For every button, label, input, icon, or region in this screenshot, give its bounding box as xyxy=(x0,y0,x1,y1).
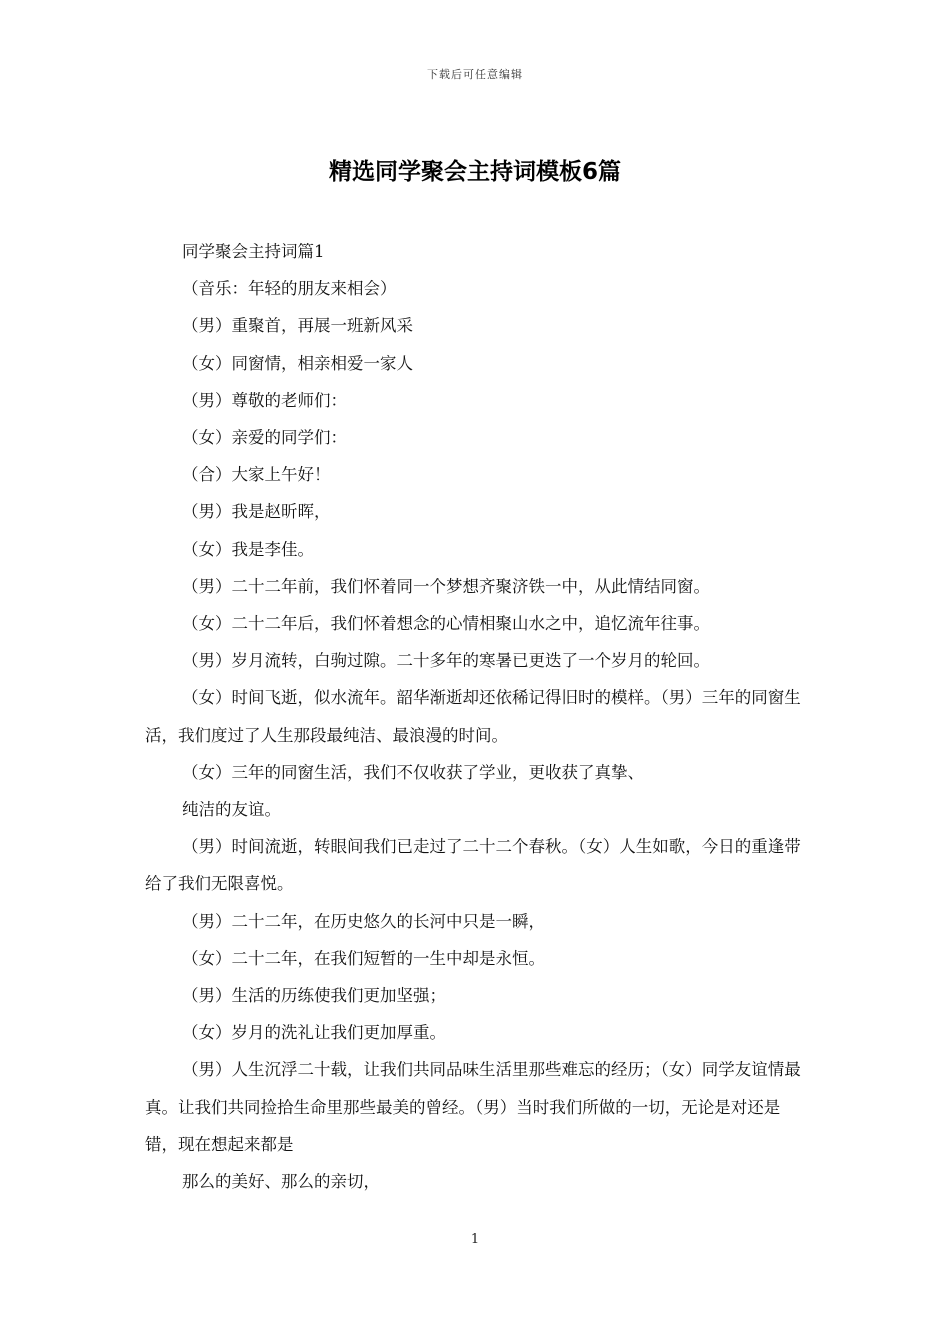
document-title: 精选同学聚会主持词模板6篇 xyxy=(328,159,621,185)
paragraph: （男）我是赵昕晖， xyxy=(182,502,331,522)
paragraph: （男）人生沉浮二十载，让我们共同品味生活里那些难忘的经历；（女）同学友谊情最真。让我们共同捡拾生命里那些最美的曾经。（男）当时我们所做的一切，无论是对还是错，现在想起来都是 xyxy=(145,1060,801,1154)
paragraph: （女）二十二年后，我们怀着想念的心情相聚山水之中，追忆流年往事。 xyxy=(182,614,710,634)
paragraph: （女）我是李佳。 xyxy=(182,539,314,559)
paragraph: 纯洁的友谊。 xyxy=(182,800,281,820)
paragraph: （男）时间流逝，转眼间我们已走过了二十二个春秋。（女）人生如歌，今日的重逢带给了我们无限喜悦。 xyxy=(145,837,801,894)
paragraph: （女）亲爱的同学们： xyxy=(182,428,347,448)
header-note: 下载后可任意编辑 xyxy=(427,68,523,81)
paragraph: 同学聚会主持词篇1 xyxy=(182,242,325,261)
paragraph: （女）二十二年，在我们短暂的一生中却是永恒。 xyxy=(182,948,545,968)
paragraph: （女）三年的同窗生活，我们不仅收获了学业，更收获了真挚、 xyxy=(182,762,644,782)
paragraph: （合）大家上午好！ xyxy=(182,465,331,485)
paragraph: （音乐：年轻的朋友来相会） xyxy=(182,279,397,299)
paragraph: （女）岁月的洗礼让我们更加厚重。 xyxy=(182,1023,446,1043)
paragraph: （男）岁月流转，白驹过隙。二十多年的寒暑已更迭了一个岁月的轮回。 xyxy=(182,651,710,671)
paragraph: （男）二十二年，在历史悠久的长河中只是一瞬， xyxy=(182,911,545,931)
paragraph: （女）时间飞逝，似水流年。韶华渐逝却还依稀记得旧时的模样。（男）三年的同窗生活，我们度过了人生那段最纯洁、最浪漫的时间。 xyxy=(145,688,801,745)
paragraph: 那么的美好、那么的亲切， xyxy=(182,1172,380,1192)
paragraph: （女）同窗情，相亲相爱一家人 xyxy=(182,353,413,373)
page-number: 1 xyxy=(470,1232,480,1247)
paragraph: （男）重聚首，再展一班新风采 xyxy=(182,316,413,336)
paragraph: （男）二十二年前，我们怀着同一个梦想齐聚济铁一中，从此情结同窗。 xyxy=(182,576,710,596)
paragraph: （男）生活的历练使我们更加坚强； xyxy=(182,986,446,1006)
document-body xyxy=(145,233,810,1200)
paragraph: （男）尊敬的老师们： xyxy=(182,390,347,410)
